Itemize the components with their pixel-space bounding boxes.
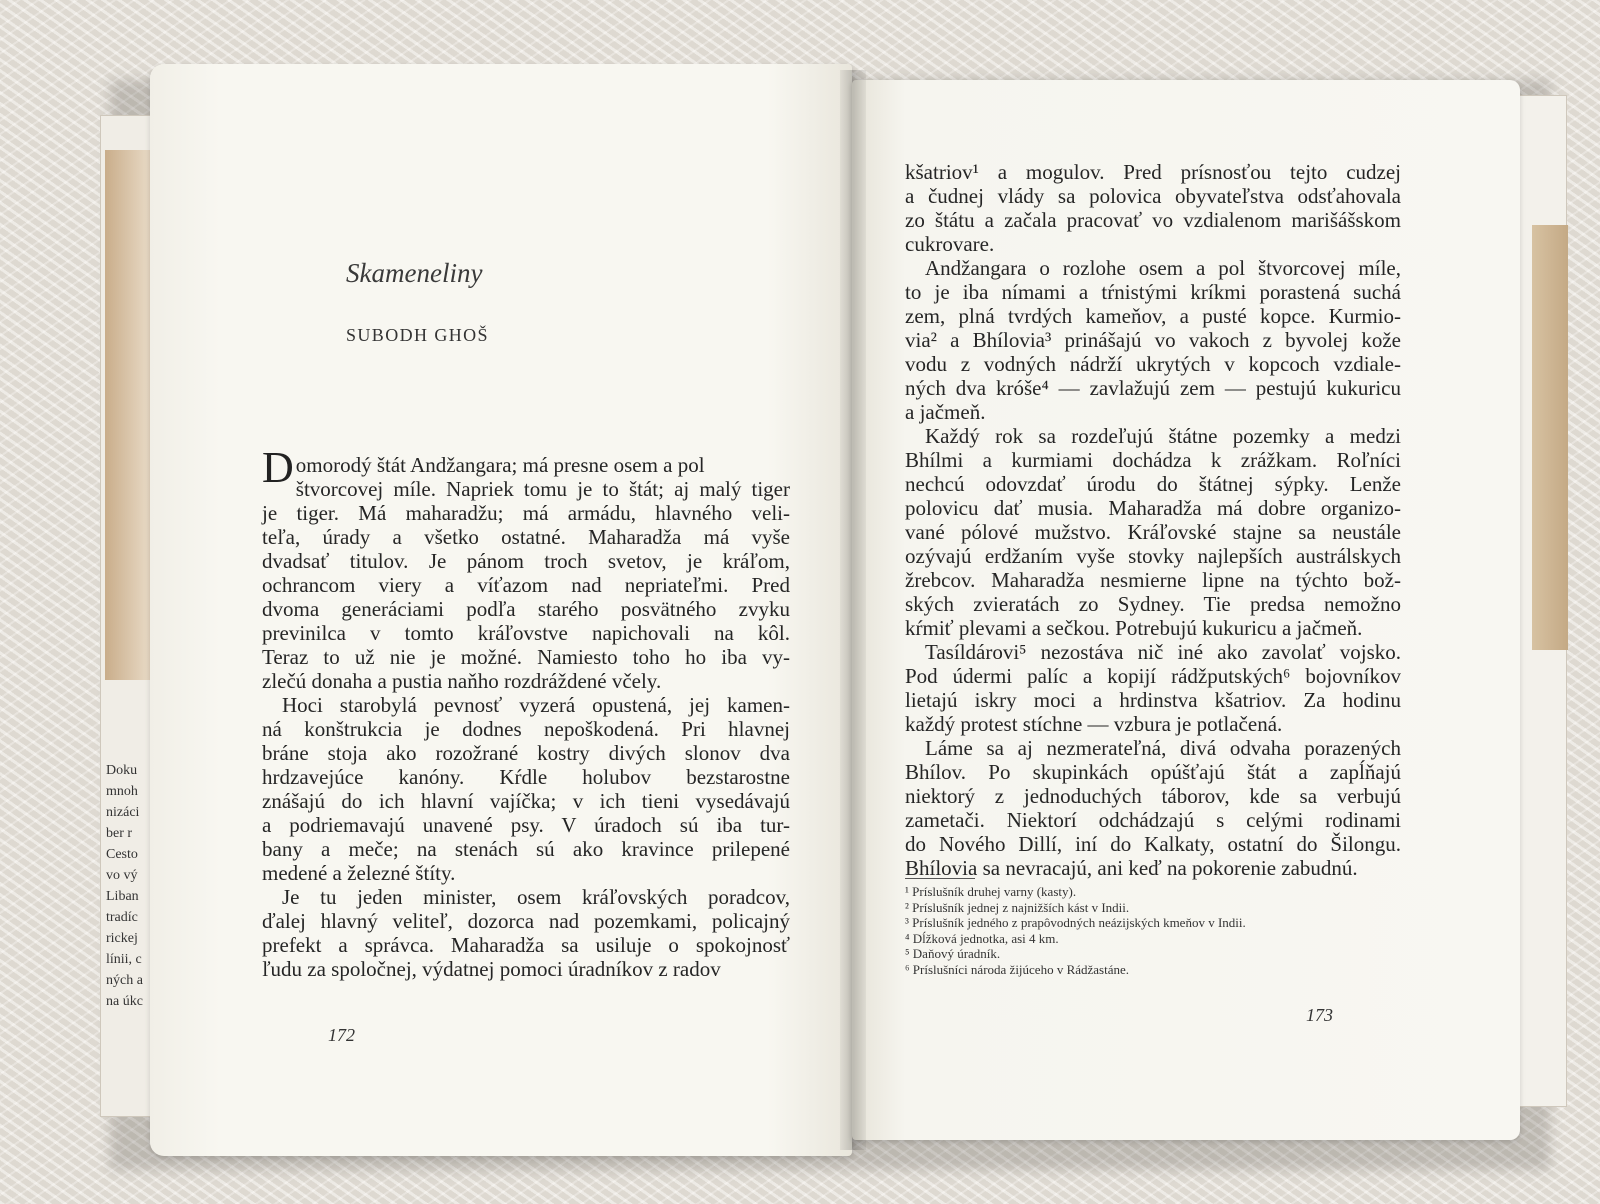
text-line: via² a Bhílovia³ prinášajú vo vakoch z byvolej kože xyxy=(905,328,1401,352)
text-line: Láme sa aj nezmerateľná, divá odvaha porazených xyxy=(925,736,1401,760)
back-cover-line: tradíc xyxy=(106,910,138,925)
back-cover-line: na úkc xyxy=(106,994,143,1009)
footnote-rule xyxy=(905,878,975,879)
text-line: zlečú donaha a pustia naňho rozdráždené včely. xyxy=(262,669,662,693)
back-cover-line: rickej xyxy=(106,931,138,946)
text-line: Bhílov. Po skupinkách opúšťajú štát a zapĺňajú xyxy=(905,760,1401,784)
right-page-text xyxy=(905,160,1401,880)
text-line: zametači. Niektorí odchádzajú s celými rodinami xyxy=(905,808,1401,832)
text-line: ozývajú erdžaním vyše stovky najlepších austrálskych xyxy=(905,544,1401,568)
left-page-text xyxy=(262,443,790,981)
footnote: ¹ Príslušník druhej varny (kasty). xyxy=(905,884,1077,899)
book-gutter xyxy=(840,70,866,1150)
text-line: medené a železné štíty. xyxy=(262,861,456,885)
text-line: Andžangara o rozlohe osem a pol štvorcovej míle, xyxy=(925,256,1401,280)
text-line: kšatriov¹ a mogulov. Pred prísnosťou tejto cudzej xyxy=(905,160,1401,184)
text-line: Bhílmi a kurmiami dochádza k zrážkam. Roľníci xyxy=(905,448,1401,472)
back-cover-photo-right xyxy=(1532,225,1568,650)
footnote: ³ Príslušník jedného z prapôvodných neázijských kmeňov v Indii. xyxy=(905,915,1246,930)
text-line: ďalej hlavný veliteľ, dozorca nad pozemkami, policajný xyxy=(262,909,790,933)
text-line: ná konštrukcia je dodnes nepoškodená. Pri hlavnej xyxy=(262,717,790,741)
text-line: ných dva króše⁴ — zavlažujú zem — pestujú kukuricu xyxy=(905,376,1401,400)
footnote: ⁴ Dĺžková jednotka, asi 4 km. xyxy=(905,930,1059,946)
text-line: cukrovare. xyxy=(905,232,995,256)
text-line: do Nového Dillí, iní do Kalkaty, ostatní do Šilongu. xyxy=(905,832,1401,856)
page-number-left: 172 xyxy=(328,1025,355,1045)
text-line: Bhílovia sa nevracajú, ani keď na pokorenie zabudnú. xyxy=(905,856,1358,880)
text-line: niektorý z jednoduchých táborov, kde sa verbujú xyxy=(905,784,1401,808)
text-line: polovicu dať musia. Maharadža má dobre organizo- xyxy=(905,496,1401,520)
text-line: previnilca v tomto kráľovstve napichovali na kôl. xyxy=(262,621,790,645)
footnote: ² Príslušník jednej z najnižších kást v Indii. xyxy=(905,899,1130,915)
text-line: a jačmeň. xyxy=(905,400,986,424)
footnote: ⁶ Príslušníci národa žijúceho v Rádžastáne. xyxy=(905,961,1130,977)
text-line: Je tu jeden minister, osem kráľovských poradcov, xyxy=(282,885,790,909)
page-number-right: 173 xyxy=(1306,1005,1333,1025)
text-line: nechcú odovzdať úrodu do štátnej sýpky. Lenže xyxy=(905,472,1401,496)
back-cover-line: nizáci xyxy=(106,805,140,820)
text-line: to je iba nímami a tŕnistými kríkmi porastená suchá xyxy=(905,280,1401,304)
text-line: teľa, úrady a všetko ostatné. Maharadža má vyše xyxy=(262,525,790,549)
text-line: lietajú iskry moci a hrdinstva kšatriov. Za hodinu xyxy=(905,688,1401,712)
text-line: Každý rok sa rozdeľujú štátne pozemky a medzi xyxy=(925,424,1401,448)
text-line: Tasíldárovi⁵ nezostáva nič iné ako zavolať vojsko. xyxy=(925,640,1401,664)
story-title: Skameneliny xyxy=(346,258,483,288)
text-line: znášajú do ich hlavní vajíčka; v ich tieni vysedávajú xyxy=(262,789,790,813)
back-cover-line: línii, c xyxy=(106,952,142,967)
back-cover-line: Liban xyxy=(106,889,139,904)
text-line: zo štátu a začala pracovať vo vzdialenom marišášskom xyxy=(905,208,1401,232)
text-line: ľudu za spoločnej, výdatnej pomoci úradníkov z radov xyxy=(262,957,721,981)
text-line: ochrancom viery a víťazom nad nepriateľmi. Pred xyxy=(262,573,790,597)
text-line: kŕmiť plevami a sečkou. Potrebujú kukuricu a jačmeň. xyxy=(905,616,1363,640)
text-line: vodu z vodných nádrží ukrytých v kopcoch vzdiale- xyxy=(905,352,1401,376)
footnotes xyxy=(905,884,1385,977)
text-line: štvorcovej míle. Napriek tomu je to štát; aj malý tiger xyxy=(295,477,790,501)
back-cover-line: vo vý xyxy=(106,868,138,883)
back-cover-line: mnoh xyxy=(106,784,138,799)
text-line: hrdzavejúce kanóny. Kŕdle holubov bezstarostne xyxy=(262,765,790,789)
text-line: bráne stoja ako rozožrané kostry divých slonov dva xyxy=(262,741,790,765)
text-line: zem, plná tvrdých kameňov, a pusté kopce. Kurmio- xyxy=(905,304,1401,328)
text-line-body: omorodý štát Andžangara; má presne osem a pol xyxy=(295,453,705,477)
text-line: Teraz to už nie je možné. Namiesto toho ho iba vy- xyxy=(262,645,790,669)
text-line: dvoma generáciami podľa starého posvätného zvyku xyxy=(262,597,790,621)
footnote: ⁵ Daňový úradník. xyxy=(905,946,1001,961)
text-line: a podriemavajú unavené psy. V úradoch sú iba tur- xyxy=(262,813,790,837)
text-line: Hoci starobylá pevnosť vyzerá opustená, jej kamen- xyxy=(282,693,790,717)
text-line: každý protest stíchne — vzbura je potlačená. xyxy=(905,712,1283,736)
text-line: vané pólové mužstvo. Kráľovské stajne sa neustále xyxy=(905,520,1401,544)
text-line: a čudnej vlády sa polovica obyvateľstva odsťahovala xyxy=(905,184,1401,208)
text-line: bany a meče; na stenách sú ako kravince prilepené xyxy=(262,837,790,861)
back-cover-line: ber r xyxy=(106,826,133,841)
text-line: je tiger. Má maharadžu; má armádu, hlavného veli- xyxy=(262,501,790,525)
back-cover-line: Cesto xyxy=(106,847,138,862)
text-line: ských zvieratách zo Sydney. Tie predsa nemožno xyxy=(905,592,1401,616)
drop-cap: D xyxy=(262,443,294,492)
text-line: dvadsať titulov. Je pánom troch svetov, je kráľom, xyxy=(262,549,790,573)
text-line: žrebcov. Maharadža nesmierne lipne na týchto bož- xyxy=(905,568,1401,592)
text-line: Pod údermi palíc a kopijí rádžputských⁶ bojovníkov xyxy=(905,664,1401,688)
text-line: prefekt a správca. Maharadža sa usiluje o spokojnosť xyxy=(262,933,790,957)
back-cover-line: ných a xyxy=(106,973,143,988)
back-cover-line: Doku xyxy=(106,763,138,778)
story-author: SUBODH GHOŠ xyxy=(346,325,489,345)
